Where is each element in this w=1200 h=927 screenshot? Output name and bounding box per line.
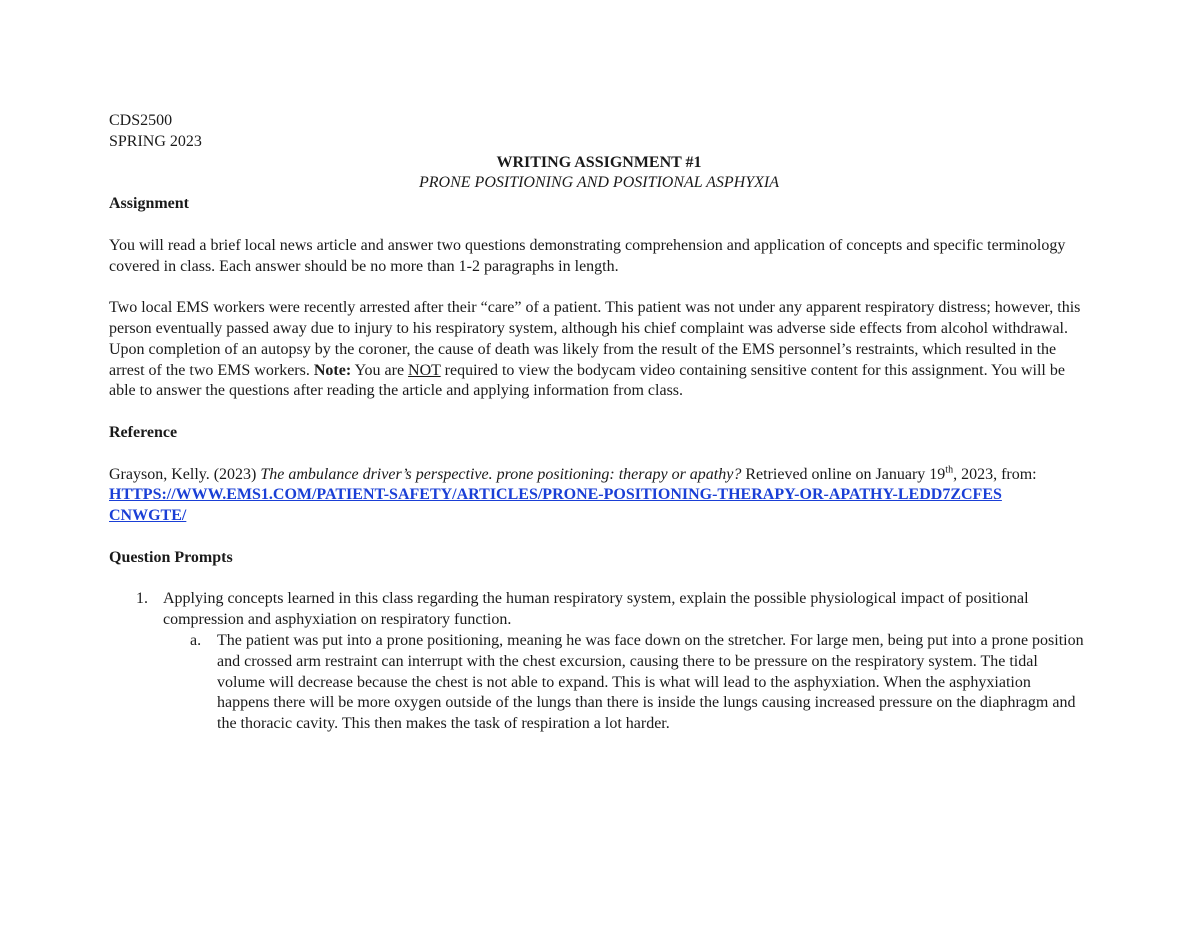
question-number: 1. (136, 590, 148, 608)
reference-date-tail: , 2023, from: (953, 465, 1037, 483)
reference-citation (109, 465, 1084, 486)
questions-heading: Question Prompts (109, 548, 233, 566)
answer-letter: a. (190, 631, 202, 649)
question-text: Applying concepts learned in this class regarding the human respiratory system, explain the possible physiological impact of positional compression and asphyxiation on respiratory function. (163, 590, 1029, 629)
course-code: CDS2500 (109, 112, 173, 129)
term: SPRING 2023 (109, 132, 202, 150)
answer-item (190, 631, 1089, 735)
assignment-body (109, 298, 1084, 402)
assignment-intro: You will read a brief local news article and answer two questions demonstrating comprehension and application of concepts and specific terminology covered in class. Each answer should be no more than 1-2 paragraphs in length. (109, 236, 1066, 275)
assignment-body-text: Two local EMS workers were recently arrested after their “care” of a patient. This patient was not under any apparent respiratory distress; however, this person eventually passed away due to injury to his respiratory system, although his chief complaint was adverse side effects from alcohol withdrawal. Upon completion of an autopsy by the coroner, the cause of death was likely from the result of the EMS personnel’s restraints, which resulted in the arrest of the two EMS workers. (109, 299, 1081, 379)
reference-title: The ambulance driver’s perspective. prone positioning: therapy or apathy? (260, 465, 742, 483)
assignment-heading: Assignment (109, 195, 190, 213)
note-pre: You are (354, 361, 405, 379)
reference-retrieved: Retrieved online on January 19 (745, 465, 946, 483)
reference-url-link[interactable]: HTTPS://WWW.EMS1.COM/PATIENT-SAFETY/ARTICLES/PRONE-POSITIONING-THERAPY-OR-APATHY-LEDD7ZCFESCNWGTE/ (109, 486, 1002, 525)
document-title: WRITING ASSIGNMENT #1 (496, 153, 702, 171)
document-body (109, 111, 1089, 735)
note-label: Note: (313, 361, 352, 379)
answer-text: The patient was put into a prone positioning, meaning he was face down on the stretcher. For large men, being put into a prone position and crossed arm restraint can interrupt with the chest excursion, causing there to be pressure on the respiratory system. The tidal volume will decrease because the chest is not able to expand. This is what will lead to the asphyxiation. When the asphyxiation happens there will be more oxygen outside of the lungs than there is inside the lungs causing increased pressure on the diaphragm and the thoracic cavity. This then makes the task of respiration a lot harder. (217, 631, 1084, 733)
note-emphasis: NOT (408, 361, 441, 379)
reference-heading: Reference (109, 423, 178, 441)
document-subtitle: PRONE POSITIONING AND POSITIONAL ASPHYXIA (419, 174, 779, 192)
reference-author: Grayson, Kelly. (2023) (109, 465, 257, 483)
reference-sup: th (945, 464, 954, 476)
note-post: required to view the bodycam video containing sensitive content for this assignment. You will be able to answer the questions after reading the article and applying information from class. (109, 361, 1065, 400)
question-item (136, 589, 1089, 631)
